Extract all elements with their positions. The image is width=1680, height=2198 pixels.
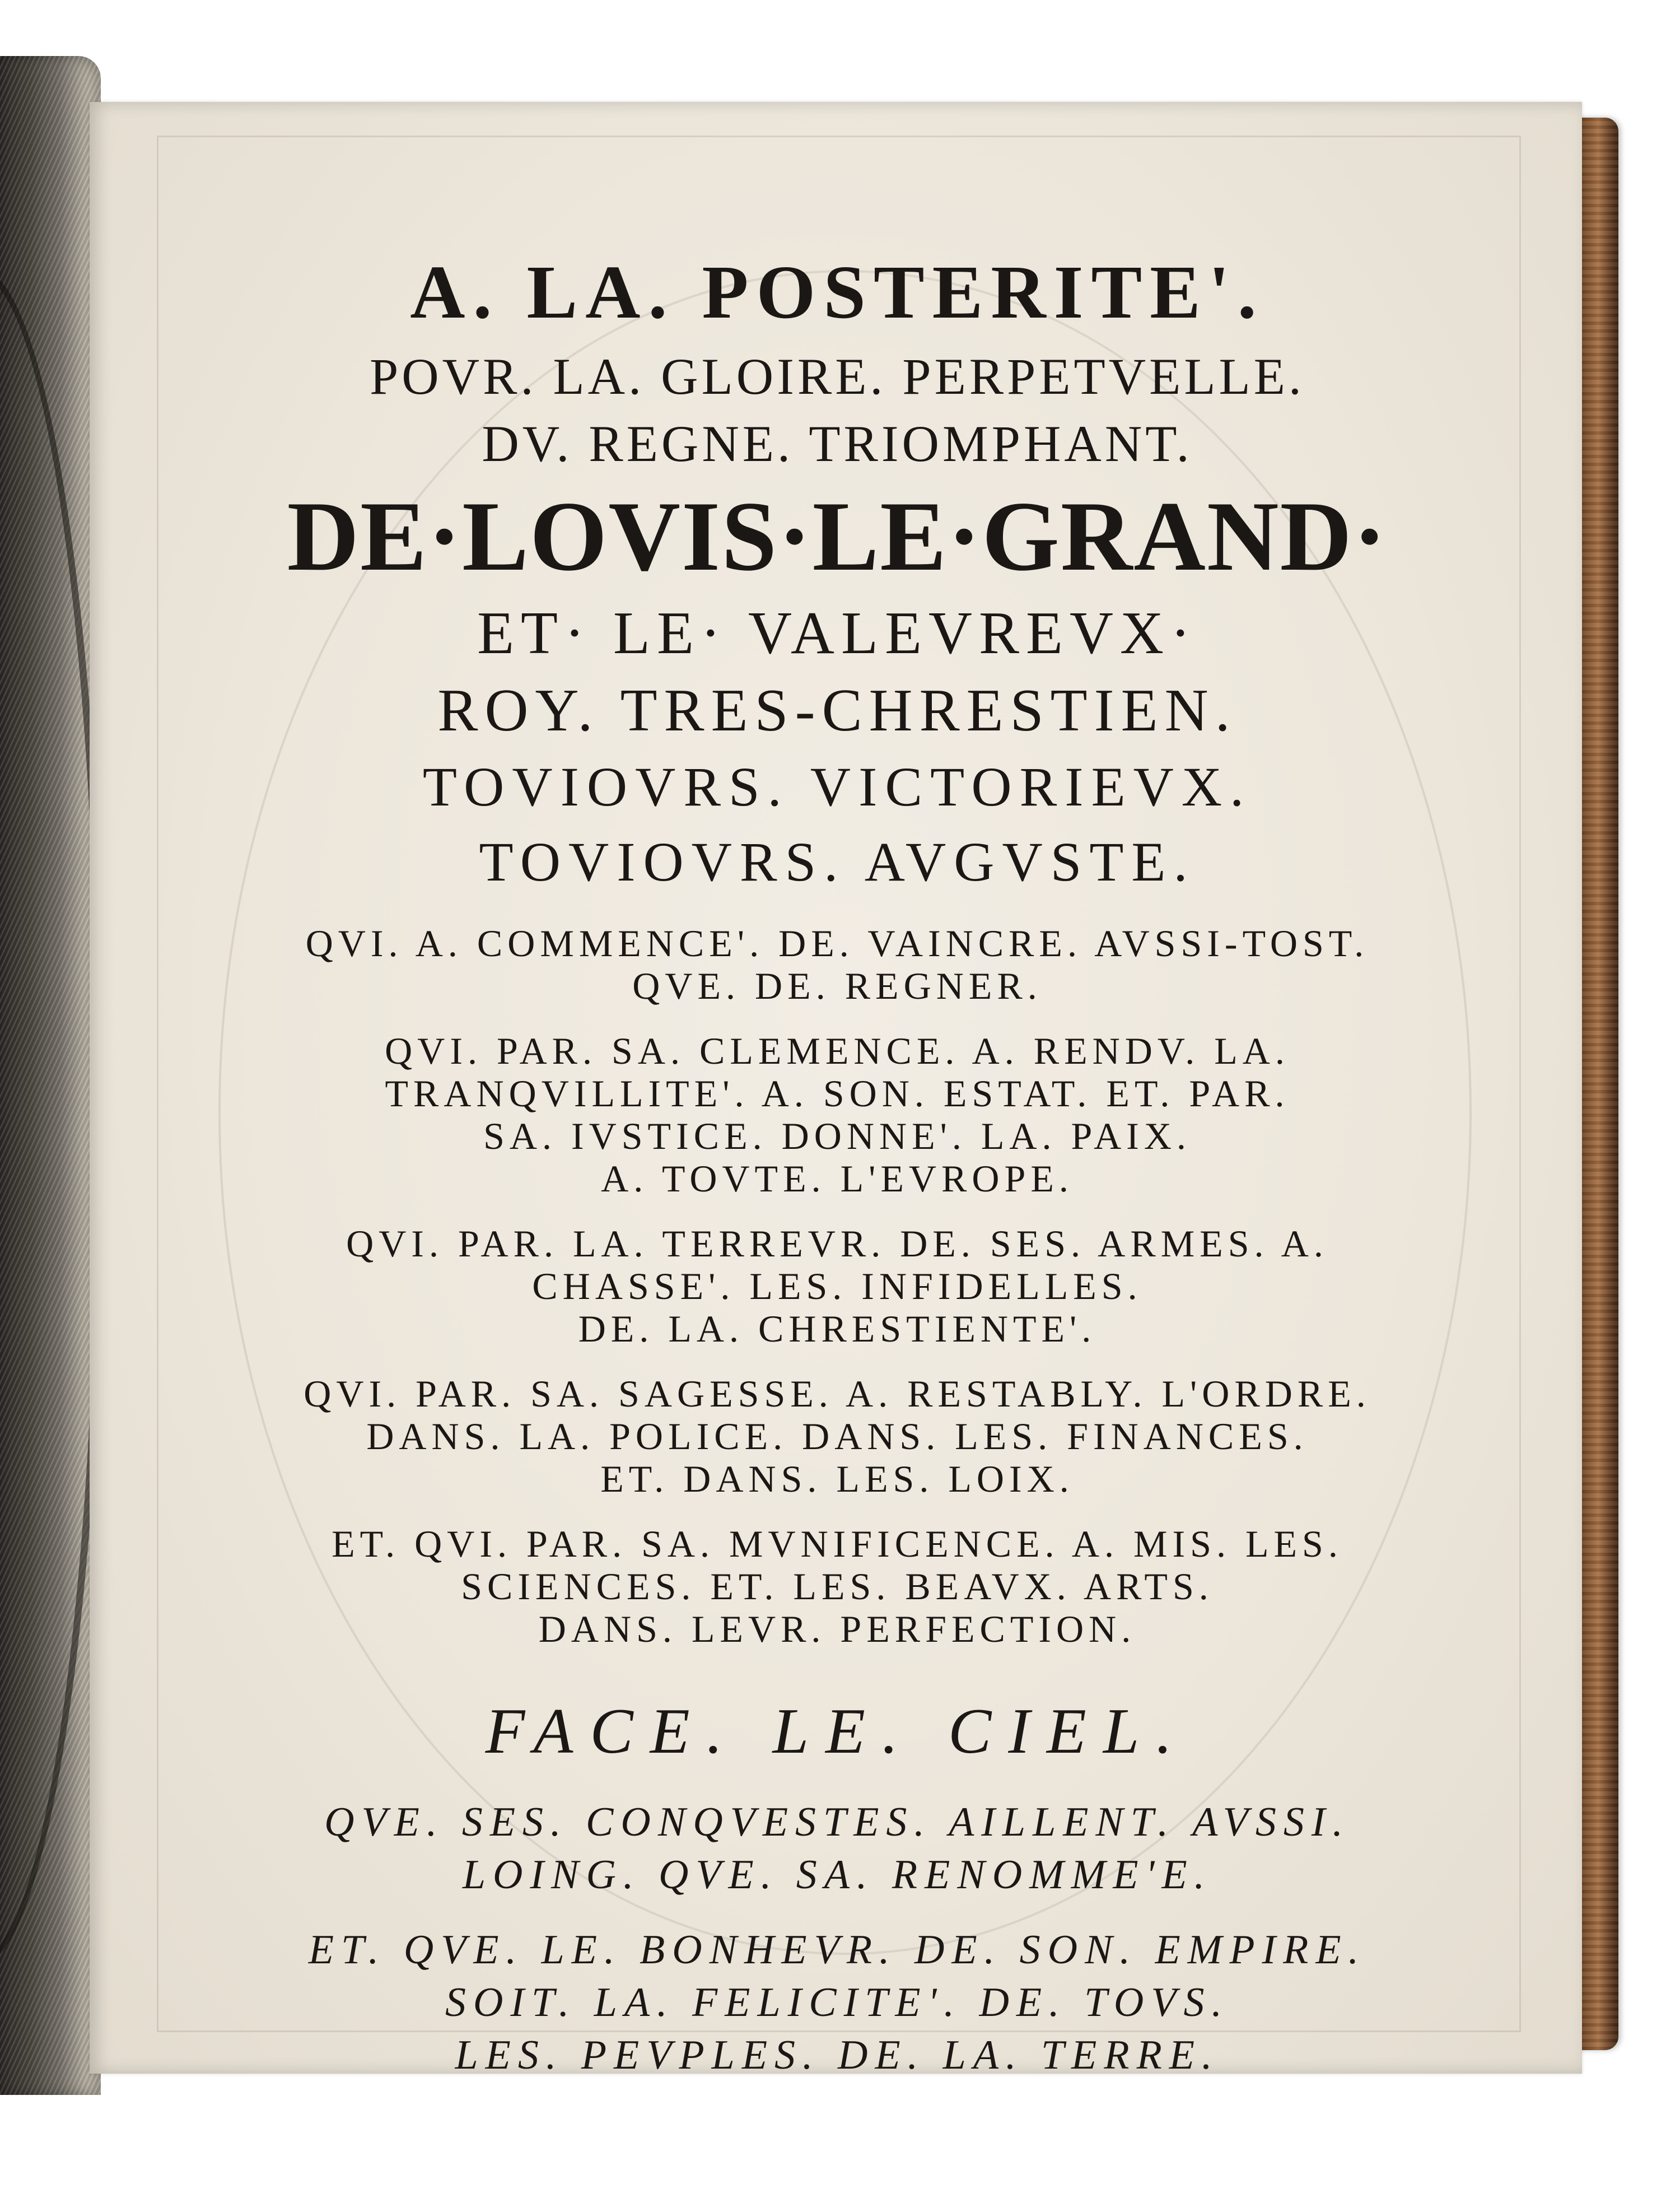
title-line: POVR. LA. GLOIRE. PERPETVELLE.: [370, 348, 1305, 405]
paragraph-line: ET. QVI. PAR. SA. MVNIFICENCE. A. MIS. LES.: [332, 1522, 1343, 1565]
paragraph-line: QVI. PAR. SA. CLEMENCE. A. RENDV. LA.: [385, 1030, 1290, 1072]
paragraph-line: SA. IVSTICE. DONNE'. LA. PAIX.: [483, 1115, 1191, 1157]
facing-engraved-page: [0, 56, 101, 2095]
title-line: A. LA. POSTERITE'.: [410, 250, 1264, 334]
closing-line: LOING. QVE. SA. RENOMME'E.: [462, 1852, 1212, 1898]
paragraph-line: DANS. LA. POLICE. DANS. LES. FINANCES.: [366, 1415, 1308, 1457]
paragraph: [202, 1372, 1473, 1500]
dedication-text: [202, 242, 1473, 2081]
paragraph: [202, 1522, 1473, 1650]
paragraph-line: ET. DANS. LES. LOIX.: [600, 1457, 1074, 1500]
paragraph-line: A. TOVTE. L'EVROPE.: [601, 1157, 1074, 1200]
paragraph-line: CHASSE'. LES. INFIDELLES.: [532, 1265, 1142, 1307]
title-line: ET· LE· VALEVREVX·: [477, 600, 1197, 667]
paragraph-line: QVI. PAR. SA. SAGESSE. A. RESTABLY. L'ORDRE.: [304, 1372, 1371, 1415]
paragraph: [202, 1222, 1473, 1350]
closing-line: SOIT. LA. FELICITE'. DE. TOVS.: [445, 1980, 1230, 2025]
closing-heading: FACE. LE. CIEL.: [485, 1696, 1189, 1767]
title-line: DV. REGNE. TRIOMPHANT.: [482, 415, 1193, 472]
paragraph-line: DANS. LEVR. PERFECTION.: [538, 1608, 1136, 1650]
dedication-page: [90, 102, 1582, 2078]
closing-line: ET. QVE. LE. BONHEVR. DE. SON. EMPIRE.: [308, 1927, 1366, 1973]
title-line: TOVIOVRS. AVGVSTE.: [479, 831, 1196, 893]
paragraph-line: SCIENCES. ET. LES. BEAVX. ARTS.: [461, 1565, 1214, 1608]
title-line: TOVIOVRS. VICTORIEVX.: [422, 756, 1252, 818]
closing-paragraph: [202, 1924, 1473, 2081]
closing-line: QVE. SES. CONQVESTES. AILLENT. AVSSI.: [324, 1799, 1350, 1845]
king-name-line: DE·LOVIS·LE·GRAND·: [287, 481, 1388, 592]
paragraph: [202, 1030, 1473, 1200]
paragraph: [202, 922, 1473, 1007]
paragraph-line: TRANQVILLITE'. A. SON. ESTAT. ET. PAR.: [385, 1072, 1290, 1115]
closing-paragraph: [202, 1796, 1473, 1901]
paragraph-line: DE. LA. CHRESTIENTE'.: [578, 1307, 1096, 1350]
closing-line: LES. PEVPLES. DE. LA. TERRE.: [455, 2032, 1220, 2078]
title-line: ROY. TRES-CHRESTIEN.: [437, 677, 1237, 744]
spacer: [202, 1650, 1473, 1689]
paragraph-line: QVI. PAR. LA. TERREVR. DE. SES. ARMES. A.: [346, 1222, 1328, 1265]
paragraph-line: QVE. DE. REGNER.: [632, 965, 1042, 1007]
paragraph-line: QVI. A. COMMENCE'. DE. VAINCRE. AVSSI-TOST.: [305, 922, 1369, 965]
